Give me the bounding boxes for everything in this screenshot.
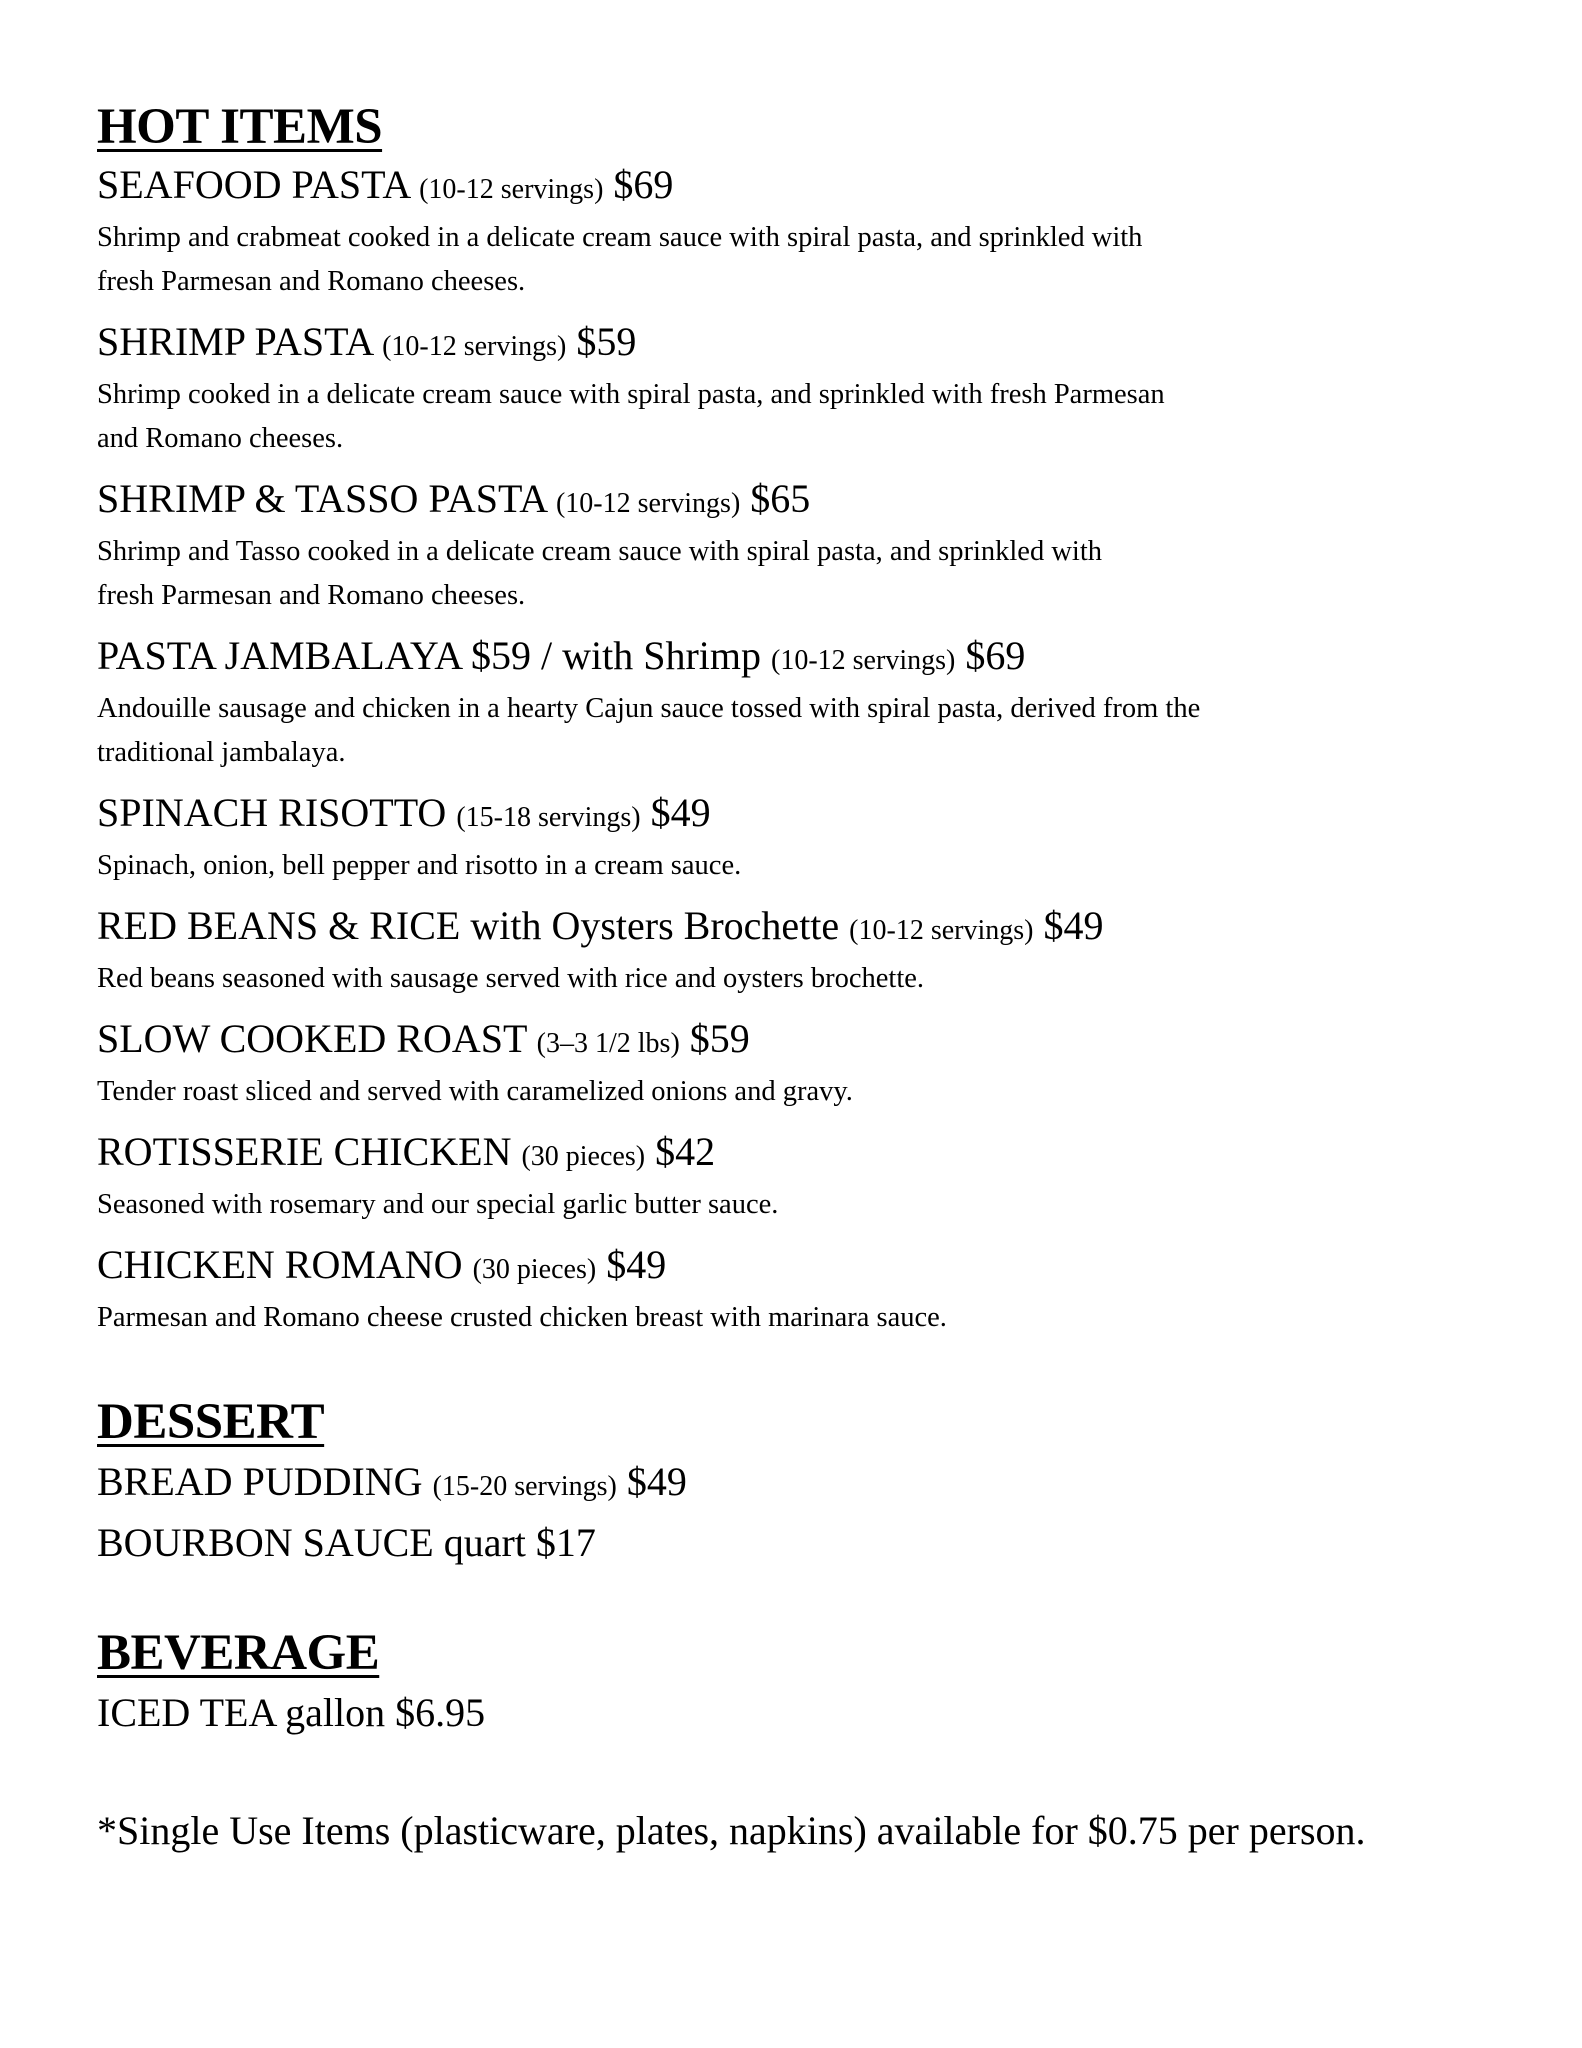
- hot-items-heading: HOT ITEMS: [97, 99, 383, 155]
- item-description: [97, 687, 1427, 775]
- menu-item-iced-tea: [97, 1685, 1537, 1741]
- item-price: $17: [535, 1520, 596, 1565]
- beverage-heading: BEVERAGE: [97, 1625, 380, 1681]
- item-name: SHRIMP & TASSO PASTA: [97, 476, 546, 521]
- item-servings: (15-20 servings): [432, 1471, 617, 1502]
- menu-item-bread-pudding: [97, 1454, 1537, 1515]
- menu-item-pasta-jambalaya: [97, 630, 1537, 775]
- item-name: CHICKEN ROMANO: [97, 1242, 463, 1287]
- menu-item-rotisserie-chicken: [97, 1126, 1537, 1227]
- item-description-line: Tender roast sliced and served with caramelized onions and gravy.: [97, 1076, 853, 1107]
- item-price: $59: [576, 319, 637, 364]
- item-price: $69: [613, 162, 674, 207]
- item-servings: (15-18 servings): [456, 802, 641, 833]
- menu-item-chicken-romano: [97, 1239, 1537, 1340]
- item-description-line: traditional jambalaya.: [97, 737, 346, 768]
- item-description-line: Shrimp and crabmeat cooked in a delicate cream sauce with spiral pasta, and sprinkled with: [97, 222, 1143, 253]
- item-description-line: Shrimp and Tasso cooked in a delicate cream sauce with spiral pasta, and sprinkled with: [97, 536, 1102, 567]
- item-description-line: fresh Parmesan and Romano cheeses.: [97, 266, 526, 297]
- item-description-line: fresh Parmesan and Romano cheeses.: [97, 580, 526, 611]
- item-name: BOURBON SAUCE quart: [97, 1520, 526, 1565]
- item-servings: (10-12 servings): [382, 331, 567, 362]
- item-price: $42: [655, 1129, 716, 1174]
- item-price: $49: [1043, 903, 1104, 948]
- item-servings: (10-12 servings): [849, 915, 1034, 946]
- dessert-heading: DESSERT: [97, 1394, 325, 1450]
- menu-item-spinach-risotto: [97, 787, 1537, 888]
- item-description: [97, 1296, 1427, 1340]
- item-description-line: Red beans seasoned with sausage served with rice and oysters brochette.: [97, 963, 925, 994]
- item-description-line: Seasoned with rosemary and our special garlic butter sauce.: [97, 1189, 779, 1220]
- item-title: [97, 787, 1537, 844]
- menu-item-shrimp-tasso-pasta: [97, 473, 1537, 618]
- item-price: $49: [606, 1242, 667, 1287]
- item-description-line: Spinach, onion, bell pepper and risotto in a cream sauce.: [97, 850, 742, 881]
- item-name: ROTISSERIE CHICKEN: [97, 1129, 512, 1174]
- single-use-items-footnote: *Single Use Items (plasticware, plates, napkins) available for $0.75 per person.: [97, 1808, 1366, 1853]
- item-servings: (3–3 1/2 lbs): [536, 1028, 680, 1059]
- item-name: SPINACH RISOTTO: [97, 790, 447, 835]
- beverage-section: [97, 1621, 1537, 1741]
- item-name: PASTA JAMBALAYA $59 / with Shrimp: [97, 633, 762, 678]
- item-name: SLOW COOKED ROAST: [97, 1016, 527, 1061]
- item-name: SEAFOOD PASTA: [97, 162, 410, 207]
- menu-item-seafood-pasta: [97, 159, 1537, 304]
- item-price: $49: [626, 1459, 687, 1504]
- item-servings: (10-12 servings): [771, 645, 956, 676]
- item-description-line: Shrimp cooked in a delicate cream sauce with spiral pasta, and sprinkled with fresh Parmesan: [97, 379, 1165, 410]
- item-title: [97, 1013, 1537, 1070]
- item-description: [97, 957, 1427, 1001]
- item-name: BREAD PUDDING: [97, 1459, 423, 1504]
- item-name: ICED TEA gallon: [97, 1690, 386, 1735]
- item-title: [97, 630, 1537, 687]
- item-title: [97, 1239, 1537, 1296]
- item-servings: (10-12 servings): [419, 174, 604, 205]
- item-description-line: Andouille sausage and chicken in a hearty Cajun sauce tossed with spiral pasta, derived from the: [97, 693, 1201, 724]
- item-description: [97, 530, 1427, 618]
- item-title: [97, 316, 1537, 373]
- menu-item-slow-cooked-roast: [97, 1013, 1537, 1114]
- item-title: [97, 1126, 1537, 1183]
- item-servings: (10-12 servings): [555, 488, 741, 519]
- item-price: $65: [750, 476, 811, 521]
- item-price: $49: [650, 790, 711, 835]
- item-description-line: and Romano cheeses.: [97, 423, 344, 454]
- item-name: SHRIMP PASTA: [97, 319, 373, 364]
- item-servings: (30 pieces): [521, 1141, 646, 1172]
- item-title: [97, 900, 1537, 957]
- menu-page: [97, 95, 1537, 1857]
- menu-item-bourbon-sauce: [97, 1515, 1537, 1571]
- item-price: $59: [689, 1016, 750, 1061]
- item-description-line: Parmesan and Romano cheese crusted chicken breast with marinara sauce.: [97, 1302, 947, 1333]
- item-servings: (30 pieces): [472, 1254, 597, 1285]
- item-price: $69: [965, 633, 1026, 678]
- item-description: [97, 216, 1427, 304]
- item-description: [97, 844, 1427, 888]
- item-price: $6.95: [395, 1690, 486, 1735]
- item-description: [97, 373, 1427, 461]
- menu-item-red-beans-rice: [97, 900, 1537, 1001]
- dessert-section: [97, 1390, 1537, 1571]
- hot-items-section: [97, 95, 1537, 1340]
- item-description: [97, 1183, 1427, 1227]
- item-title: [97, 159, 1537, 216]
- item-description: [97, 1070, 1427, 1114]
- menu-item-shrimp-pasta: [97, 316, 1537, 461]
- item-name: RED BEANS & RICE with Oysters Brochette: [97, 903, 840, 948]
- item-title: [97, 473, 1537, 530]
